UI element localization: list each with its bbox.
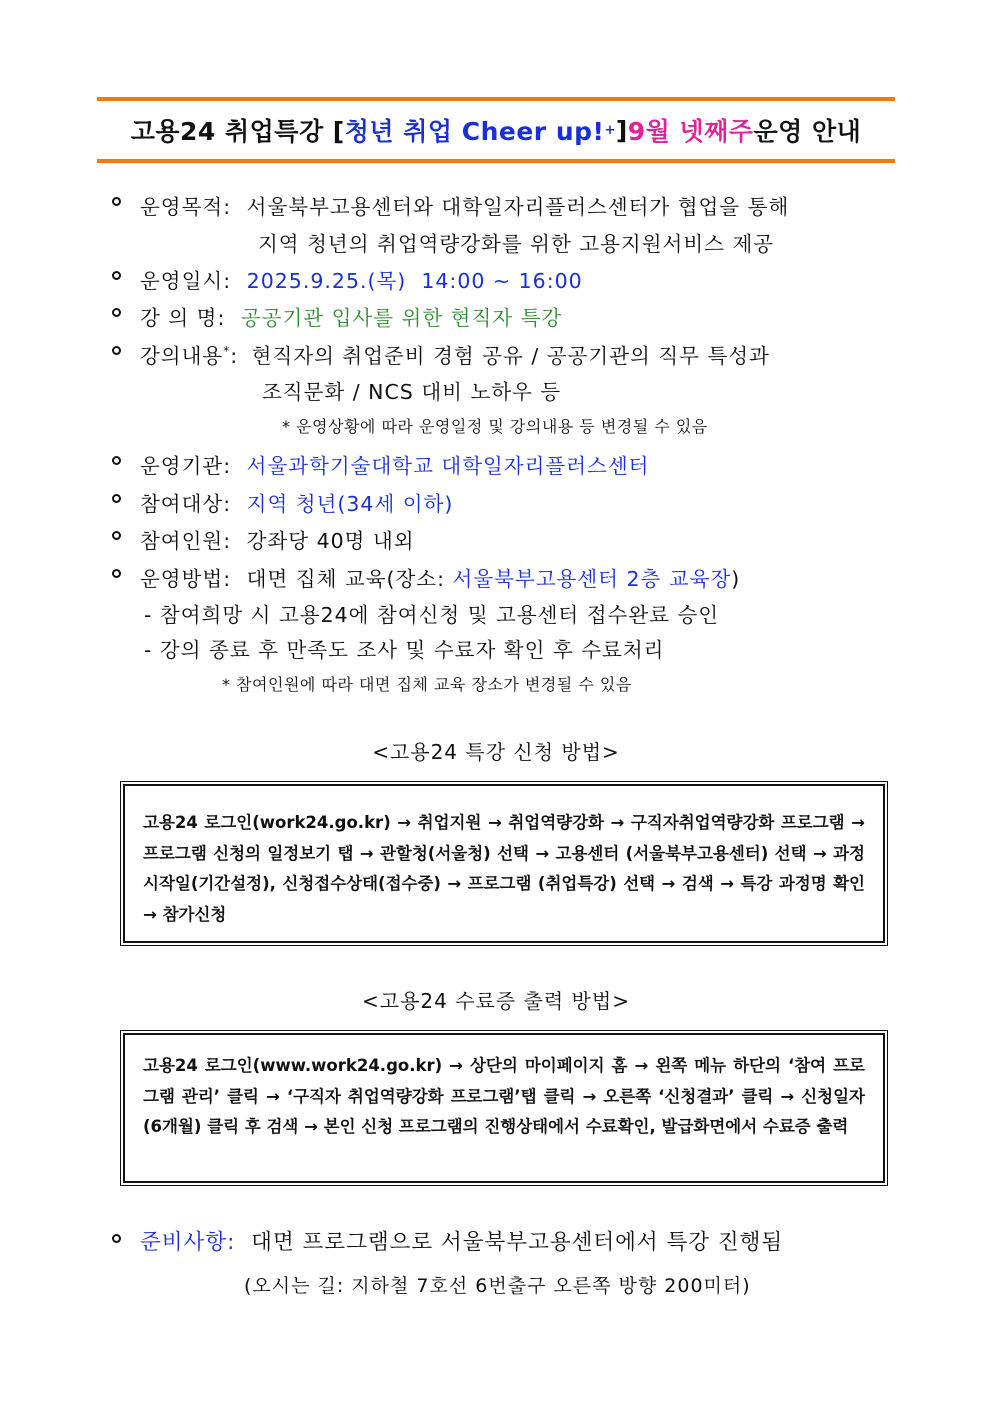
purpose-row	[140, 190, 789, 220]
lecture-label: 강 의 명:	[140, 306, 226, 330]
organizer-row	[140, 449, 649, 479]
capacity-row	[140, 524, 415, 554]
content-row	[140, 339, 770, 369]
title-bottom-rule	[97, 159, 895, 163]
purpose-line2: 지역 청년의 취업역량강화를 위한 고용지원서비스 제공	[258, 232, 775, 256]
datetime-row	[140, 264, 583, 294]
bullet-icon	[112, 308, 121, 317]
apply-box	[120, 781, 888, 946]
content-label-colon: :	[230, 344, 239, 368]
title-text-1: 고용24 취업특강 [	[130, 117, 345, 146]
bullet-icon	[112, 569, 121, 578]
method-sub1: - 참여희망 시 고용24에 참여신청 및 고용센터 접수완료 승인	[144, 603, 720, 627]
purpose-line1: 서울북부고용센터와 대학일자리플러스센터가 협업을 통해	[246, 195, 790, 219]
organizer-value: 서울과학기술대학교 대학일자리플러스센터	[246, 454, 650, 478]
organizer-label: 운영기관:	[140, 454, 232, 478]
certificate-heading: <고용24 수료증 출력 방법>	[362, 989, 630, 1013]
title-program-name: 청년 취업 Cheer up!	[344, 117, 605, 146]
title-sup: +	[604, 122, 616, 138]
bullet-icon	[112, 346, 121, 355]
capacity-label: 참여인원:	[140, 529, 232, 553]
certificate-box	[120, 1030, 888, 1186]
apply-heading: <고용24 특강 신청 방법>	[372, 740, 620, 764]
target-label: 참여대상:	[140, 492, 232, 516]
method-label: 운영방법:	[140, 567, 232, 591]
target-value: 지역 청년(34세 이하)	[246, 492, 454, 516]
capacity-value: 강좌당 40명 내외	[246, 529, 415, 553]
certificate-text: 고용24 로그인(www.work24.go.kr) → 상단의 마이페이지 홈 → 왼쪽 메뉴 하단의 ‘참여 프로그램 관리’ 클릭 → ‘구직자 취업역량강화 프로그램’탭 클릭 → 오른쪽 ‘신청결과’ 클릭 → 신청일자(6개월) 클릭 후 검색 → 본인 신청 프로그램의 진행상태에서 수료확인, 발급화면에서 수료증 출력	[123, 1033, 885, 1183]
content-note: * 운영상황에 따라 운영일정 및 강의내용 등 변경될 수 있음	[282, 417, 708, 436]
title-week: 9월 넷째주	[627, 117, 754, 146]
apply-text: 고용24 로그인(work24.go.kr) → 취업지원 → 취업역량강화 → 구직자취업역량강화 프로그램 → 프로그램 신청의 일정보기 탭 → 관할청(서울청) 선택 → 고용센터 (서울북부고용센터) 선택 → 과정 시작일(기간설정), 신청접수상태(접수중) → 프로그램 (취업특강) 선택 → 검색 → 특강 과정명 확인 → 참가신청	[123, 784, 885, 943]
method-note: * 참여인원에 따라 대면 집체 교육 장소가 변경될 수 있음	[222, 675, 632, 694]
page-title	[97, 101, 895, 159]
bullet-icon	[112, 456, 121, 465]
content-line2: 조직문화 / NCS 대비 노하우 등	[262, 380, 562, 404]
purpose-label: 운영목적:	[140, 195, 232, 219]
prep-row	[140, 1225, 783, 1256]
method-sub2: - 강의 종료 후 만족도 조사 및 수료자 확인 후 수료처리	[144, 638, 665, 662]
method-place: 서울북부고용센터 2층 교육장	[452, 567, 732, 591]
datetime-value: 2025.9.25.(목) 14:00 ~ 16:00	[246, 269, 583, 293]
bullet-icon	[112, 494, 121, 503]
content-label: 강의내용	[140, 344, 224, 368]
title-text-3: 운영 안내	[753, 117, 862, 146]
title-text-2: ]	[615, 115, 628, 145]
method-row	[140, 562, 740, 592]
method-suffix: )	[731, 567, 741, 591]
content-line1: 현직자의 취업준비 경험 공유 / 공공기관의 직무 특성과	[251, 344, 770, 368]
bullet-icon	[112, 197, 121, 206]
prep-label: 준비사항:	[140, 1230, 236, 1255]
datetime-label: 운영일시:	[140, 269, 232, 293]
bullet-icon	[112, 271, 121, 280]
target-row	[140, 487, 453, 517]
title-block	[97, 97, 895, 163]
content-label-sup: *	[223, 344, 231, 359]
prep-directions: (오시는 길: 지하철 7호선 6번출구 오른쪽 방향 200미터)	[244, 1275, 751, 1297]
prep-value: 대면 프로그램으로 서울북부고용센터에서 특강 진행됨	[251, 1230, 784, 1255]
method-prefix: 대면 집체 교육(장소:	[246, 567, 453, 591]
lecture-row	[140, 301, 562, 331]
lecture-value: 공공기관 입사를 위한 현직자 특강	[240, 306, 563, 330]
bullet-icon	[112, 531, 121, 540]
bullet-icon	[112, 1234, 121, 1243]
